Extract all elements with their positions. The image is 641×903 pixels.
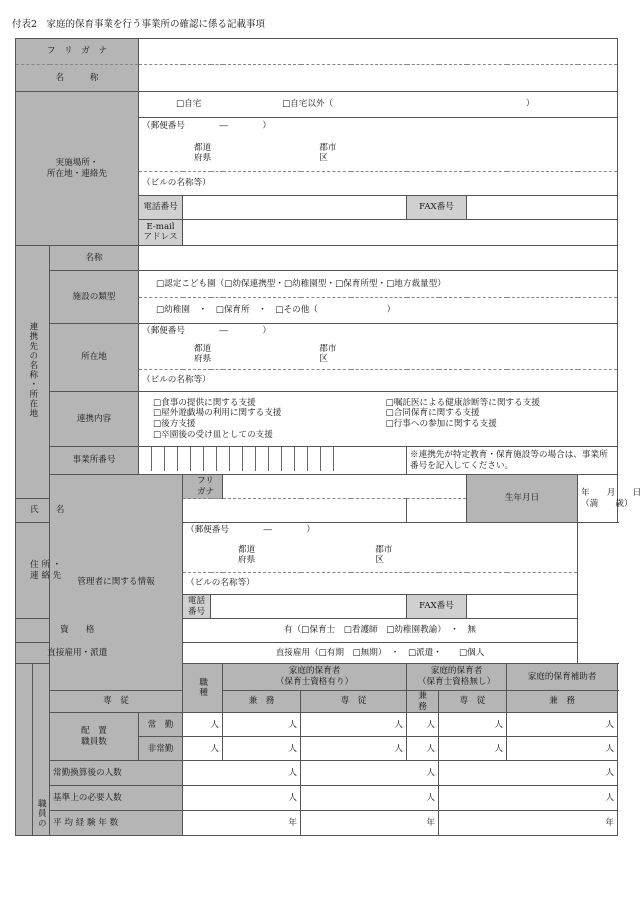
office-number-note: ※連携先が特定教育・保育施設等の場合は、事業所番号を記入してください。 bbox=[407, 447, 618, 475]
reg-h2-ft[interactable]: 人 bbox=[301, 713, 407, 737]
staff-side-label: 職員の bbox=[16, 664, 50, 836]
manager-fax-label: FAX番号 bbox=[407, 595, 467, 619]
partner-postal[interactable]: （郵便番号 ― ） bbox=[139, 324, 618, 340]
avg-years-h2[interactable]: 年 bbox=[301, 811, 439, 836]
home-checkbox[interactable]: □自宅 bbox=[176, 99, 202, 110]
required-label: 基準上の必要人数 bbox=[50, 786, 183, 811]
manager-address[interactable]: 都道 府県 郡市 区 bbox=[183, 539, 578, 573]
partner-name-field[interactable] bbox=[139, 246, 618, 271]
partner-building[interactable]: （ビルの名称等） bbox=[139, 370, 618, 392]
h2-fulltime: 専 従 bbox=[301, 691, 407, 713]
regular-label: 常 勤 bbox=[139, 713, 183, 737]
h2-parttime: 兼 務 bbox=[407, 691, 439, 713]
manager-label: 管理者に関する情報 bbox=[50, 475, 183, 691]
site-building[interactable]: （ビルの名称等） bbox=[139, 172, 618, 196]
qualification-label: 資 格 bbox=[16, 619, 139, 643]
manager-furigana-field[interactable] bbox=[223, 475, 467, 499]
site-fax-field[interactable] bbox=[467, 196, 618, 220]
reg-h1-ft[interactable]: 人 bbox=[183, 713, 223, 737]
partner-side-label: 連携先の名称・所在地 bbox=[16, 246, 50, 499]
nonreg-h3-pt[interactable]: 人 bbox=[507, 737, 618, 761]
partner-location-label: 所在地 bbox=[50, 324, 139, 392]
office-number-label: 事業所番号 bbox=[50, 447, 139, 475]
site-tel-label: 電話番号 bbox=[139, 196, 183, 220]
header-assistant: 家庭的保育補助者 bbox=[507, 664, 618, 691]
nonreg-h2-pt[interactable]: 人 bbox=[407, 737, 439, 761]
h3-fulltime: 専 従 bbox=[439, 691, 507, 713]
reg-h1-pt[interactable]: 人 bbox=[223, 713, 301, 737]
site-email-field[interactable] bbox=[183, 220, 618, 246]
nonreg-h1-ft[interactable]: 人 bbox=[183, 737, 223, 761]
manager-tel-label: 電話番号 bbox=[183, 595, 211, 619]
partner-content[interactable] bbox=[139, 392, 618, 447]
manager-name-field[interactable] bbox=[183, 499, 407, 523]
placement-label: 配 置 職員数 bbox=[50, 713, 139, 761]
manager-postal[interactable]: （郵便番号 ― ） bbox=[183, 523, 578, 539]
nonregular-label: 非常勤 bbox=[139, 737, 183, 761]
header-qualified: 家庭的保育者 （保育士資格有り） bbox=[223, 664, 407, 691]
avg-years-label: 平 均 経 験 年 数 bbox=[50, 811, 183, 836]
employment-options[interactable]: 直接雇用（□有期 □無期） ・ □派遣・ □個人 bbox=[183, 643, 578, 664]
reg-h3-ft[interactable]: 人 bbox=[439, 713, 507, 737]
nonreg-h2-ft[interactable]: 人 bbox=[301, 737, 407, 761]
h1-fulltime: 専 従 bbox=[50, 691, 183, 713]
site-email-label: E-mail アドレス bbox=[139, 220, 183, 246]
fte-h2[interactable]: 人 bbox=[301, 761, 439, 786]
header-unqualified: 家庭的保育者 （保育士資格無し） bbox=[407, 664, 507, 691]
furigana-label: フ リ ガ ナ bbox=[16, 39, 139, 65]
partner-name-label: 名称 bbox=[50, 246, 139, 271]
partner-address[interactable]: 都道 府県 郡市 区 bbox=[139, 340, 618, 370]
content-check-5[interactable]: □嘱託医による健康診断等に関する支援 bbox=[385, 397, 540, 408]
manager-furigana-label: フリガナ bbox=[183, 475, 223, 499]
facility-type-label: 施設の類型 bbox=[50, 271, 139, 324]
office-number-boxes[interactable] bbox=[139, 447, 407, 475]
required-h3[interactable]: 人 bbox=[439, 786, 618, 811]
other-checkbox[interactable]: □自宅以外（ bbox=[282, 99, 334, 110]
content-check-7[interactable]: □行事への参加に関する支援 bbox=[385, 419, 497, 429]
fte-h1[interactable]: 人 bbox=[183, 761, 301, 786]
content-check-1[interactable]: □食事の提供に関する支援 bbox=[153, 397, 256, 408]
other-close: ） bbox=[525, 99, 535, 110]
fte-h3[interactable]: 人 bbox=[439, 761, 618, 786]
form-title: 付表2 家庭的保育事業を行う事業所の確認に係る記載事項 bbox=[12, 19, 266, 30]
manager-address-label: 住 所 ・ 連 絡 先 bbox=[16, 523, 139, 619]
reg-h2-pt[interactable]: 人 bbox=[407, 713, 439, 737]
partner-content-label: 連携内容 bbox=[50, 392, 139, 447]
site-address[interactable]: 都道 府県 郡市 区 bbox=[139, 136, 618, 172]
birthdate-label: 生年月日 bbox=[467, 475, 578, 523]
furigana-field[interactable] bbox=[139, 39, 618, 65]
birthdate-field[interactable]: 年 月 日 （満 歳） bbox=[578, 475, 618, 523]
registration-form-table bbox=[15, 38, 641, 836]
qualification-options[interactable]: 有（□保育士 □看護師 □幼稚園教諭） ・ 無 bbox=[183, 619, 578, 643]
content-check-3[interactable]: □後方支援 bbox=[153, 419, 196, 429]
nonreg-h3-ft[interactable]: 人 bbox=[439, 737, 507, 761]
h1-parttime: 兼 務 bbox=[223, 691, 301, 713]
fte-label: 常勤換算後の人数 bbox=[50, 761, 183, 786]
content-check-6[interactable]: □合同保育に関する支援 bbox=[385, 408, 480, 419]
manager-tel-field[interactable] bbox=[211, 595, 407, 619]
site-tel-field[interactable] bbox=[183, 196, 407, 220]
facility-type-line2[interactable]: □幼稚園 ・ □保育所 ・ □その他（ ） bbox=[139, 298, 618, 324]
avg-years-h3[interactable]: 年 bbox=[439, 811, 618, 836]
job-type-label: 職 種 bbox=[183, 664, 223, 713]
avg-years-h1[interactable]: 年 bbox=[183, 811, 301, 836]
required-h1[interactable]: 人 bbox=[183, 786, 301, 811]
site-home-row[interactable] bbox=[139, 92, 618, 118]
site-postal[interactable]: （郵便番号 ― ） bbox=[139, 118, 618, 136]
required-h2[interactable]: 人 bbox=[301, 786, 439, 811]
facility-type-line1[interactable]: □認定こども園（□幼保連携型・□幼稚園型・□保育所型・□地方裁量型） bbox=[139, 271, 618, 298]
h3-parttime: 兼 務 bbox=[507, 691, 618, 713]
content-check-4[interactable]: □卒園後の受け皿としての支援 bbox=[153, 429, 273, 440]
site-fax-label: FAX番号 bbox=[407, 196, 467, 220]
content-check-2[interactable]: □屋外遊戯場の利用に関する支援 bbox=[153, 408, 282, 419]
manager-fax-field[interactable] bbox=[467, 595, 578, 619]
employment-label: 直接雇用・派遣 bbox=[16, 643, 139, 664]
reg-h3-pt[interactable]: 人 bbox=[507, 713, 618, 737]
name-label: 名 称 bbox=[16, 65, 139, 92]
name-field[interactable] bbox=[139, 65, 618, 92]
manager-name-label: 氏 名 bbox=[16, 499, 139, 523]
site-label: 実施場所・ 所在地・連絡先 bbox=[16, 92, 139, 246]
nonreg-h1-pt[interactable]: 人 bbox=[223, 737, 301, 761]
manager-building[interactable]: （ビルの名称等） bbox=[183, 573, 578, 595]
